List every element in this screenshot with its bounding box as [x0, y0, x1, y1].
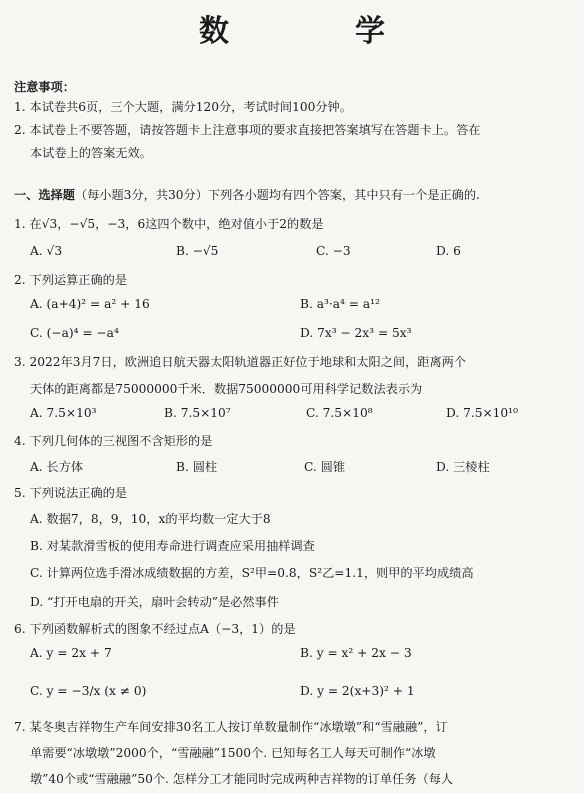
question-stem: 1. 在√3，−√5，−3，6这四个数中，绝对值小于2的数是	[14, 217, 324, 231]
option-b: B. a³·a⁴ = a¹²	[300, 297, 380, 311]
notice-heading: 注意事项：	[14, 80, 75, 94]
option-a: A. 数据7，8，9，10，x的平均数一定大于8	[30, 512, 271, 526]
question-stem: 2. 下列运算正确的是	[14, 273, 128, 287]
option-a: A. 长方体	[30, 460, 84, 474]
question-stem: 6. 下列函数解析式的图象不经过点A（−3，1）的是	[14, 622, 296, 636]
option-d: D. 7x³ − 2x³ = 5x³	[300, 326, 412, 340]
option-a: A. y = 2x + 7	[30, 646, 112, 660]
section-title: 一、选择题	[14, 188, 75, 202]
question-stem: 墩”40个或“雪融融”50个. 怎样分工才能同时完成两种吉祥物的订单任务（每人	[30, 772, 454, 786]
option-b: B. y = x² + 2x − 3	[300, 646, 412, 660]
option-a: A. (a+4)² = a² + 16	[30, 297, 150, 311]
option-c: C. 计算两位选手滑冰成绩数据的方差，S²甲=0.8，S²乙=1.1，则甲的平均成绩高	[30, 566, 474, 580]
option-c: C. 7.5×10⁸	[306, 406, 373, 420]
option-b: B. −√5	[176, 244, 219, 258]
notice-item: 本试卷上的答案无效。	[30, 146, 152, 160]
option-b: B. 圆柱	[176, 460, 218, 474]
option-c: C. 圆锥	[304, 460, 346, 474]
question-stem: 5. 下列说法正确的是	[14, 486, 128, 500]
notice-item: 2. 本试卷上不要答题，请按答题卡上注意事项的要求直接把答案填写在答题卡上。答在	[14, 123, 481, 137]
option-d: D. “打开电扇的开关，扇叶会转动”是必然事件	[30, 595, 279, 609]
option-d: D. 三棱柱	[436, 460, 490, 474]
section-note: （每小题3分，共30分）下列各小题均有四个答案，其中只有一个是正确的.	[74, 188, 480, 202]
option-a: A. √3	[30, 244, 63, 258]
option-b: B. 7.5×10⁷	[164, 406, 231, 420]
question-stem: 天体的距离都是75000000千米．数据75000000可用科学记数法表示为	[30, 382, 423, 396]
option-a: A. 7.5×10³	[30, 406, 97, 420]
question-stem: 4. 下列几何体的三视图不含矩形的是	[14, 434, 213, 448]
question-stem: 3. 2022年3月7日，欧洲追日航天器太阳轨道器正好位于地球和太阳之间，距离两个	[14, 355, 467, 369]
question-stem: 7. 某冬奥吉祥物生产车间安排30名工人按订单数量制作“冰墩墩”和“雪融融”，订	[14, 720, 448, 734]
page-title: 数 学	[199, 14, 433, 49]
option-c: C. (−a)⁴ = −a⁴	[30, 326, 119, 340]
section-heading	[14, 186, 480, 203]
option-c: C. y = −3/x (x ≠ 0)	[30, 684, 147, 698]
option-d: D. y = 2(x+3)² + 1	[300, 684, 415, 698]
option-c: C. −3	[316, 244, 351, 258]
option-b: B. 对某款滑雪板的使用寿命进行调查应采用抽样调查	[30, 539, 315, 553]
option-d: D. 6	[436, 244, 461, 258]
question-stem: 单需要“冰墩墩”2000个，“雪融融”1500个. 已知每名工人每天可制作“冰墩	[30, 746, 436, 760]
notice-item: 1. 本试卷共6页，三个大题，满分120分，考试时间100分钟。	[14, 100, 352, 114]
option-d: D. 7.5×10¹⁰	[446, 406, 518, 420]
